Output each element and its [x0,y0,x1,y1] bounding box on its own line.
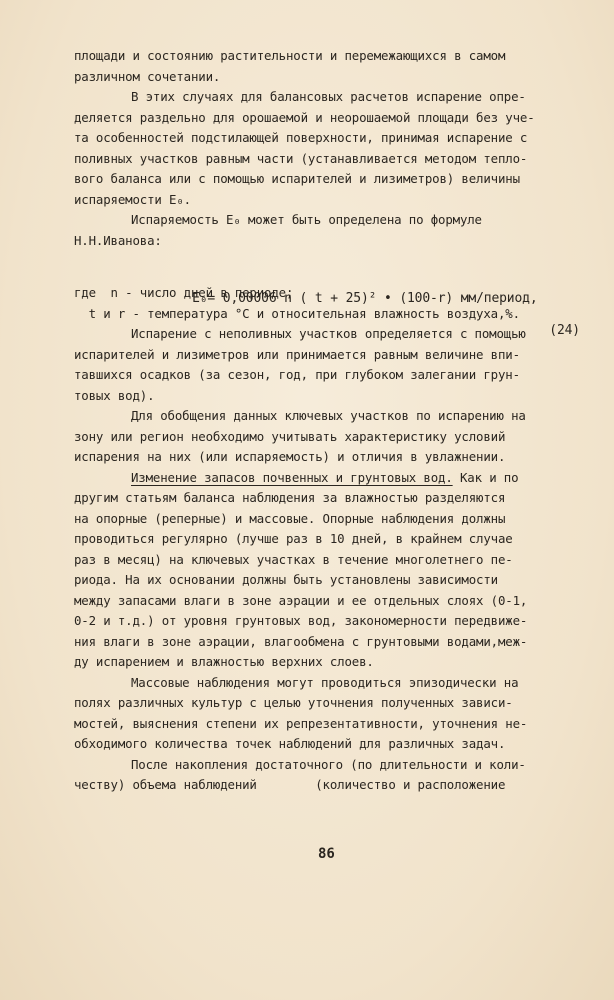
text-line: где n - число дней в периоде; [74,285,294,300]
text-line: между запасами влаги в зоне аэрации и ее отдельных слоях (0-1, [74,592,528,608]
body-text [74,46,594,796]
text-line: проводиться регулярно (лучше раз в 10 дней, в крайнем случае [74,531,513,546]
text-line: полях различных культур с целью уточнения полученных зависи- [74,695,513,710]
text-line: риода. На их основании должны быть установлены зависимости [74,572,498,587]
text-line: обходимого количества точек наблюдений для различных задач. [74,736,506,751]
text-line: площади и состоянию растительности и перемежающихся в самом [74,48,506,63]
text-line: Испарение с неполивных участков определяется с помощью [131,326,526,341]
page-number: 86 [318,846,335,862]
text-line: испарения на них (или испаряемость) и отличия в увлажнении. [74,449,506,464]
section-heading-line [74,468,594,489]
text-line: мостей, выяснения степени их репрезентативности, уточнения не- [74,715,528,731]
text-line: ния влаги в зоне аэрации, влагообмена с грунтовыми водами,меж- [74,633,528,649]
underlined-heading: Изменение запасов почвенных и грунтовых вод. [131,469,453,485]
text-line: зону или регион необходимо учитывать характеристику условий [74,428,506,444]
text-line: честву) объема наблюдений (количество и расположение [74,777,506,792]
text-line: Для обобщения данных ключевых участков по испарению на [131,408,526,423]
text-line: Испаряемость E₀ может быть определена по формуле [131,212,482,227]
text-line: В этих случаях для балансовых расчетов испарение опре- [131,89,526,104]
text-line: t и r - температура °С и относительная влажность воздуха,%. [74,305,520,321]
text-line: После накопления достаточного (по длительности и коли- [131,756,526,772]
text-line: Массовые наблюдения могут проводиться эпизодически на [131,674,519,690]
text-line: 0-2 и т.д.) от уровня грунтовых вод, закономерности передвиже- [74,613,528,628]
text-line: испарителей и лизиметров или принимается равным величине впи- [74,346,520,362]
text-line: испаряемости E₀. [74,191,191,207]
formula-text: E₀= 0,00006 n ( t + 25)² • (100-r) мм/период, [192,291,538,306]
text-line: поливных участков равным части (устанавливается методом тепло- [74,150,528,166]
text-line: различном сочетании. [74,68,221,84]
text-line: та особенностей подстилающей поверхности, принимая испарение с [74,130,528,145]
heading-continuation: Как и по [452,469,519,485]
text-line: Н.Н.Иванова: [74,232,162,248]
text-line: деляется раздельно для орошаемой и неорошаемой площади без уче- [74,109,535,125]
text-line: на опорные (реперные) и массовые. Опорные наблюдения должны [74,510,506,526]
text-line: вого баланса или с помощью испарителей и лизиметров) величины [74,171,520,186]
text-line: раз в месяц) на ключевых участках в течение многолетнего пе- [74,551,513,567]
text-line: другим статьям баланса наблюдения за влажностью разделяются [74,490,506,505]
text-line: тавшихся осадков (за сезон, год, при глубоком залегании грун- [74,367,520,382]
text-line: ду испарением и влажностью верхних слоев. [74,654,374,669]
text-line: товых вод). [74,387,155,403]
formula-number: (24) [549,323,580,338]
